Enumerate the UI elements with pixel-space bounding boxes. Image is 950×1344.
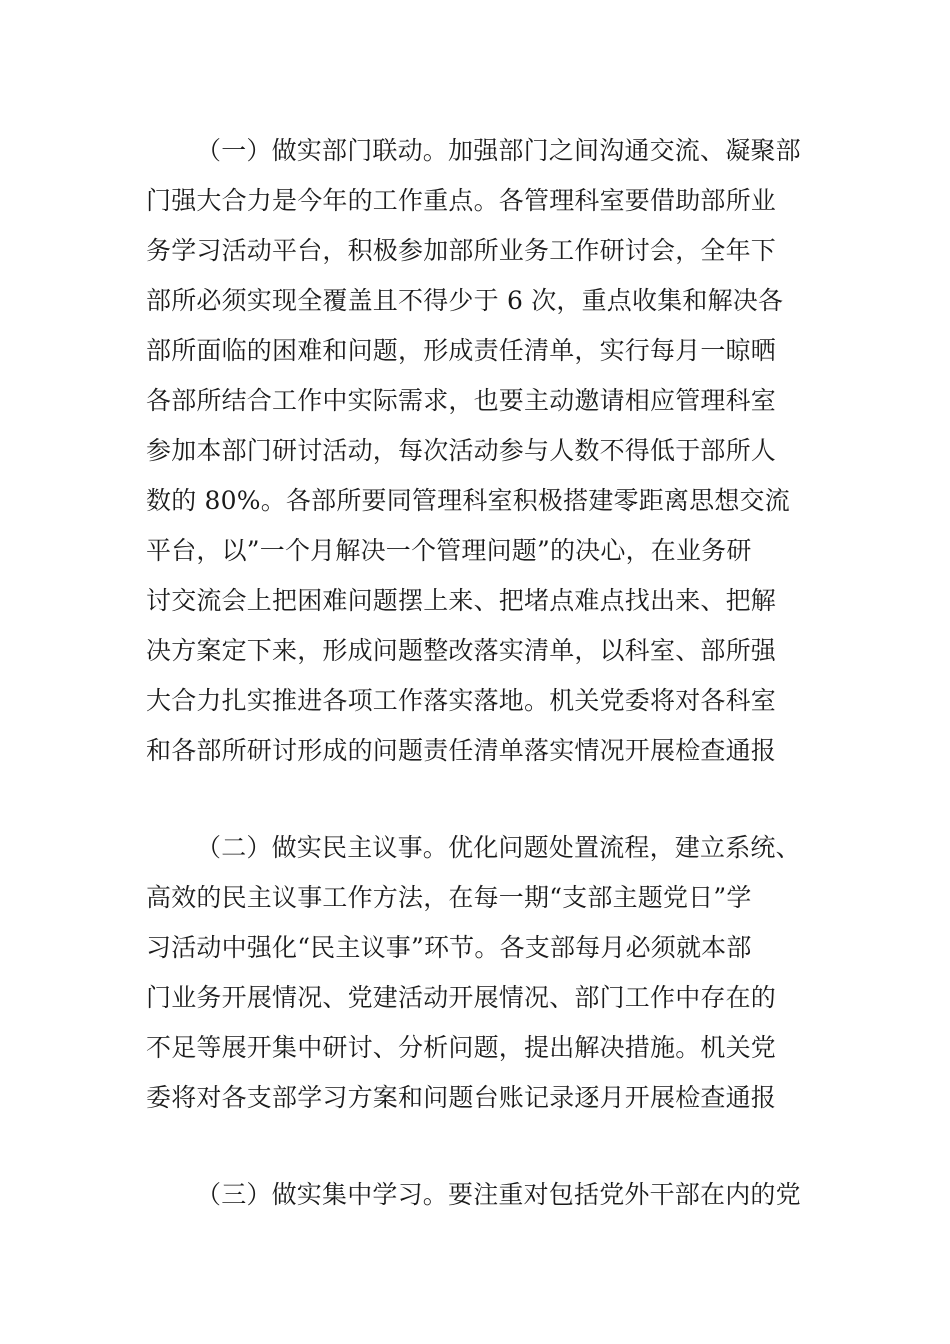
paragraph-line: 各部所结合工作中实际需求，也要主动邀请相应管理科室 <box>146 386 777 415</box>
paragraph-line: 讨交流会上把困难问题摆上来、把堵点难点找出来、把解 <box>146 586 777 615</box>
paragraph-line: 高效的民主议事工作方法，在每一期“支部主题党日”学 <box>146 883 752 912</box>
paragraph-line: 不足等展开集中研讨、分析问题，提出解决措施。机关党 <box>146 1033 777 1062</box>
paragraph-line: 门业务开展情况、党建活动开展情况、部门工作中存在的 <box>146 983 777 1012</box>
paragraph-line: （二）做实民主议事。优化问题处置流程，建立系统、 <box>196 833 801 862</box>
paragraph-line: 大合力扎实推进各项工作落实落地。机关党委将对各科室 <box>146 686 777 715</box>
paragraph-line: 务学习活动平台，积极参加部所业务工作研讨会，全年下 <box>146 236 777 265</box>
paragraph-line: 决方案定下来，形成问题整改落实清单，以科室、部所强 <box>146 636 777 665</box>
paragraph-line: 部所面临的困难和问题，形成责任清单，实行每月一晾晒 <box>146 336 777 365</box>
paragraph-line: 平台，以”一个月解决一个管理问题”的决心，在业务研 <box>146 536 752 565</box>
paragraph-line: 委将对各支部学习方案和问题台账记录逐月开展检查通报 <box>146 1083 777 1112</box>
paragraph-line: 数的 80%。各部所要同管理科室积极搭建零距离思想交流 <box>146 486 790 515</box>
paragraph-line: 门强大合力是今年的工作重点。各管理科室要借助部所业 <box>146 186 777 215</box>
paragraph-line: 参加本部门研讨活动，每次活动参与人数不得低于部所人 <box>146 436 777 465</box>
paragraph-line: 部所必须实现全覆盖且不得少于 6 次，重点收集和解决各 <box>146 286 784 315</box>
paragraph-line: （一）做实部门联动。加强部门之间沟通交流、凝聚部 <box>196 136 801 165</box>
paragraph-line: 和各部所研讨形成的问题责任清单落实情况开展检查通报 <box>146 736 777 765</box>
paragraph-line: （三）做实集中学习。要注重对包括党外干部在内的党 <box>196 1180 801 1209</box>
paragraph-line: 习活动中强化“民主议事”环节。各支部每月必须就本部 <box>146 933 752 962</box>
